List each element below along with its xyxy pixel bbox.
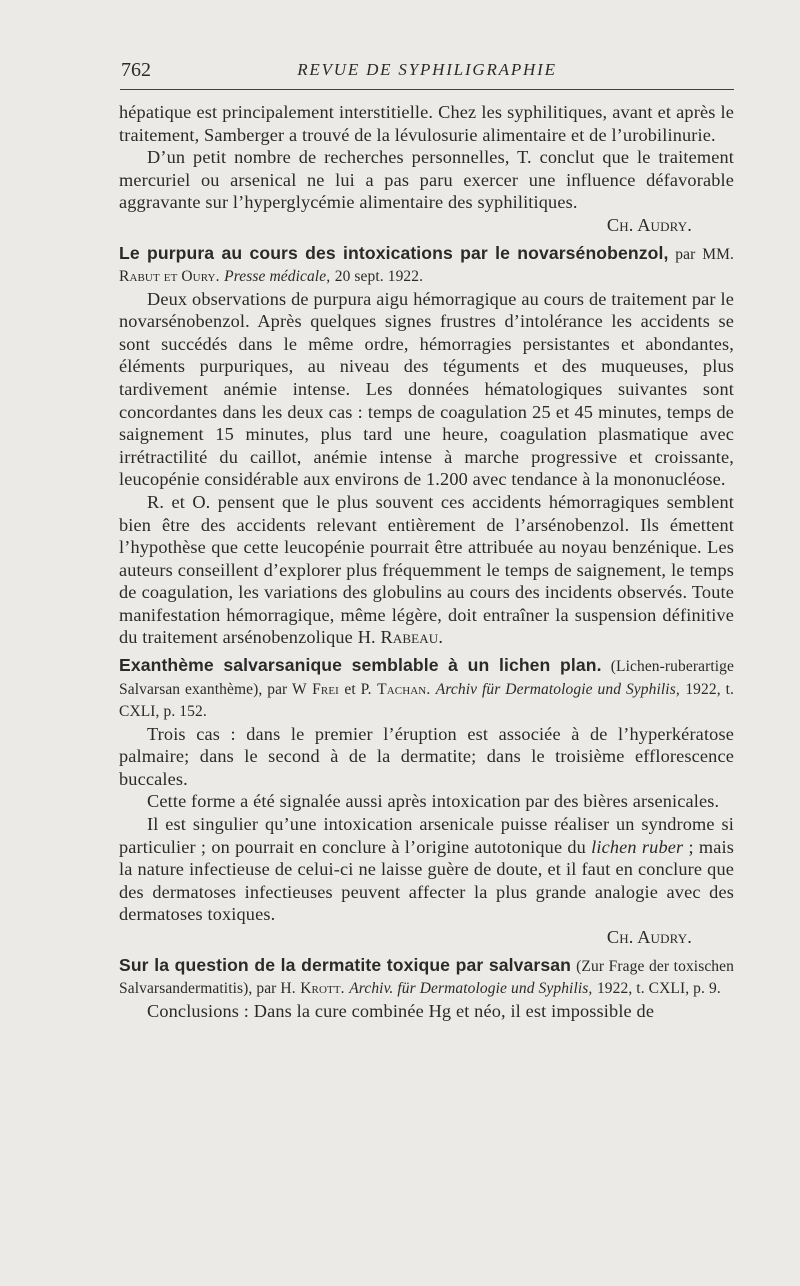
article-title: Exanthème salvarsanique semblable à un lichen plan. (119, 655, 602, 676)
author-signature: Ch. Audry. (606, 214, 692, 235)
article-author: Tachan. (377, 680, 431, 698)
article-dermatite (119, 955, 734, 1023)
journal-title-reference: Archiv für Dermatologie und Syphilis, (435, 680, 680, 698)
article-continued (119, 101, 734, 237)
paragraph (119, 813, 734, 926)
paragraph (119, 491, 734, 649)
paragraph-text: ; mais la nature infectieuse de celui-ci ne laisse guère de doute, et il faut en conclure que des dermatoses infectieuses peuvent affecter la plus grande analogie avec des dermatoses toxiques. (119, 836, 734, 925)
article-author: Krott. (300, 980, 345, 997)
paragraph-text: Il est singulier qu’une intoxication arsenicale puisse réaliser un syndrome si particulier ; on pourrait en conclure à l’origine autotonique du (119, 813, 734, 857)
article-reference: (Zur Frage der toxischen Salvarsandermatitis), par H. (119, 957, 734, 997)
header-rule (120, 89, 734, 90)
italic-term: lichen ruber (591, 836, 684, 857)
paragraph-text: R. et O. pensent que le plus souvent ces accidents hémorragiques semblent bien être des accidents relevant entièrement de l’arsénobenzol. Ils émettent l’hypothèse que cette leucopénie pourrait être attribuée au noyau benzénique. Les auteurs conseillent d’explorer plus fréquemment le temps de saignement, le temps de coagulation, les variations des globulins au cours des incidents observés. Toute manifestation hémorragique, même légère, doit entraîner la suspension définitive du traitement arsénobenzolique (119, 491, 734, 648)
article-title: Sur la question de la dermatite toxique par salvarsan (119, 954, 571, 975)
paragraph: hépatique est principalement interstitielle. Chez les syphilitiques, avant et après le traitement, Samberger a trouvé de la lévulosurie alimentaire et de l’urobilinurie. (119, 102, 734, 145)
article-purpura (119, 243, 734, 650)
paragraph: Conclusions : Dans la cure combinée Hg et néo, il est impossible de (147, 1000, 655, 1021)
running-header (121, 58, 733, 86)
article-author: Frei (312, 680, 339, 698)
article-heading (119, 243, 734, 288)
article-authors: MM. Rabut et Oury. (119, 245, 734, 286)
citation: 1922, t. CXLI, p. 152. (119, 680, 734, 721)
author-signature: Ch. Audry. (606, 926, 692, 947)
paragraph: Cette forme a été signalée aussi après intoxication par des bières arsenicales. (147, 791, 720, 812)
article-title: Le purpura au cours des intoxications par le novarsénobenzol, (119, 242, 669, 263)
article-reference: et P. (344, 680, 372, 698)
paragraph: D’un petit nombre de recherches personnelles, T. conclut que le traitement mercuriel ou arsenical ne lui a pas paru exercer une influence défavorable aggravante sur l’hyperglycémie alimentaire des syphilitiques. (119, 147, 734, 213)
article-heading (119, 655, 734, 723)
paragraph: Trois cas : dans le premier l’éruption est associée à de l’hyperkératose palmaire; dans le second à de la dermatite; dans le troisième efflorescence buccales. (119, 723, 734, 789)
journal-title-reference: Presse médicale, (224, 268, 331, 286)
paragraph: Deux observations de purpura aigu hémorragique au cours de traitement par le novarsénobenzol. Après quelques signes frustres d’intolérance les accidents se sont succédés dans le même ordre, hémorragies persistantes et abondantes, éléments purpuriques, au niveau des téguments et des muqueuses, plus tardivement anémie intense. Les données hématologiques suivantes sont concordantes dans les deux cas : temps de coagulation 25 et 45 minutes, temps de saignement 15 minutes, plus tard une heure, coagulation plasmatique avec irrétractilité du caillot, anémie intense à marche progressive et croissante, leucopénie considérable aux environs de 1.200 avec tendance à la mononucléose. (119, 288, 734, 490)
citation: 1922, t. CXLI, p. 9. (596, 980, 721, 997)
article-reference: (Lichen-ruberartige Salvarsan exanthème), par W (119, 658, 734, 698)
journal-title: REVUE DE SYPHILIGRAPHIE (297, 60, 557, 79)
article-heading (119, 955, 734, 1000)
page-content (119, 101, 734, 1022)
publication-date: 20 sept. 1922. (334, 268, 424, 286)
article-exantheme (119, 655, 734, 948)
article-reference-lead: par (675, 245, 696, 263)
journal-title-reference: Archiv. für Dermatologie und Syphilis, (349, 980, 593, 997)
author-signature: H. Rabeau. (357, 627, 444, 648)
page-number: 762 (121, 59, 151, 81)
